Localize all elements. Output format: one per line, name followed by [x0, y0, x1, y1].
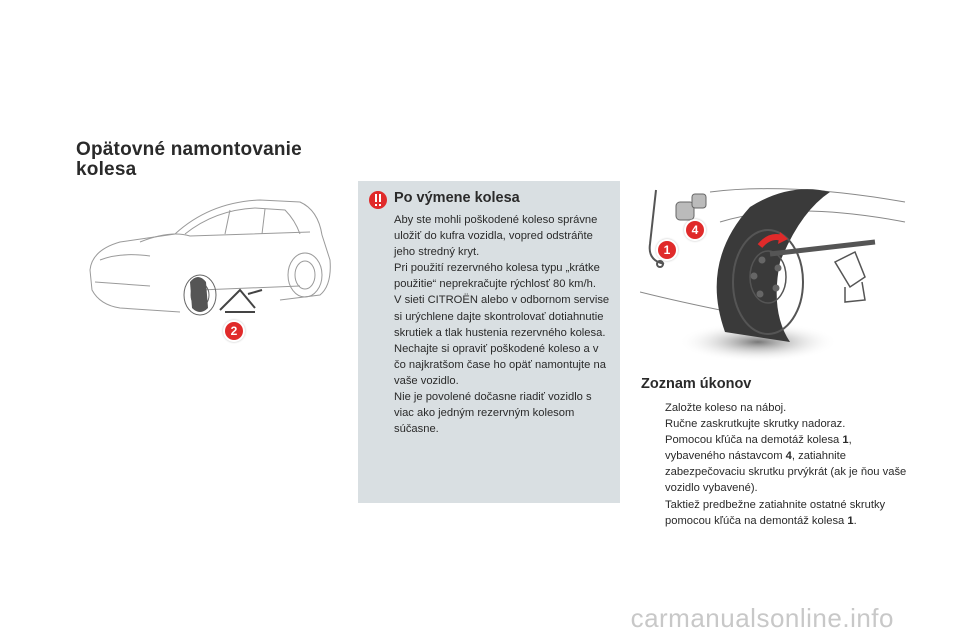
callout-2: 2 [225, 322, 243, 340]
warning-text [394, 212, 612, 437]
car-jack-illustration [80, 190, 340, 330]
warning-box [358, 181, 620, 503]
step-text: . [853, 514, 857, 527]
step-text: Ručne zaskrutkujte skrutky nadoraz. [665, 418, 846, 431]
step-ref: 1 [842, 434, 849, 447]
list-item [641, 432, 911, 496]
callout-4: 4 [686, 221, 704, 239]
step-text: Taktiež predbežne zatiahnite ostatné skrutky pomocou kľúča na demontáž kolesa [665, 498, 886, 527]
step-text: , zatiahnite zabezpečovaciu skrutku prvýkrát (ak je ňou vaše vozidlo vybavené). [665, 450, 907, 495]
step-text: , vybaveného nástavcom [665, 434, 852, 463]
callout-1: 1 [658, 241, 676, 259]
steps-heading: Zoznam úkonov [641, 376, 752, 392]
page-title [76, 140, 302, 180]
step-ref: 4 [785, 450, 792, 463]
warning-paragraph: Pri použití rezervného kolesa typu „krátke použitie“ neprekračujte rýchlosť 80 km/h. [394, 262, 600, 291]
title-line-2: kolesa [76, 159, 137, 180]
warning-paragraph: Nie je povolené dočasne riadiť vozidlo s viac ako jedným rezervným kolesom súčasne. [394, 391, 592, 436]
warning-paragraph: V sieti CITROËN alebo v odbornom servise si urýchlene dajte skontrolovať dotiahnutie skrutiek a tlak hustenia rezervného kolesa. [394, 294, 610, 339]
wheel-wrench-illustration [640, 182, 910, 372]
list-item [641, 497, 911, 529]
step-text: Pomocou kľúča na demotáž kolesa [665, 434, 843, 447]
list-item [641, 416, 911, 432]
title-line-1: Opätovné namontovanie [76, 139, 302, 160]
step-text: Založte koleso na náboj. [665, 402, 787, 414]
list-item [641, 400, 911, 416]
step-ref: 1 [847, 514, 854, 527]
warning-heading: Po výmene kolesa [394, 190, 520, 206]
watermark: carmanualsonline.info [630, 603, 894, 633]
warning-paragraph: Aby ste mohli poškodené koleso správne uložiť do kufra vozidla, vopred odstráňte jeho stredný kryt. [394, 214, 598, 259]
warning-icon [368, 190, 388, 210]
warning-paragraph: Nechajte si opraviť poškodené koleso a v čo najkratšom čase ho opäť namontujte na vaše vozidlo. [394, 342, 606, 387]
steps-list [641, 400, 911, 529]
